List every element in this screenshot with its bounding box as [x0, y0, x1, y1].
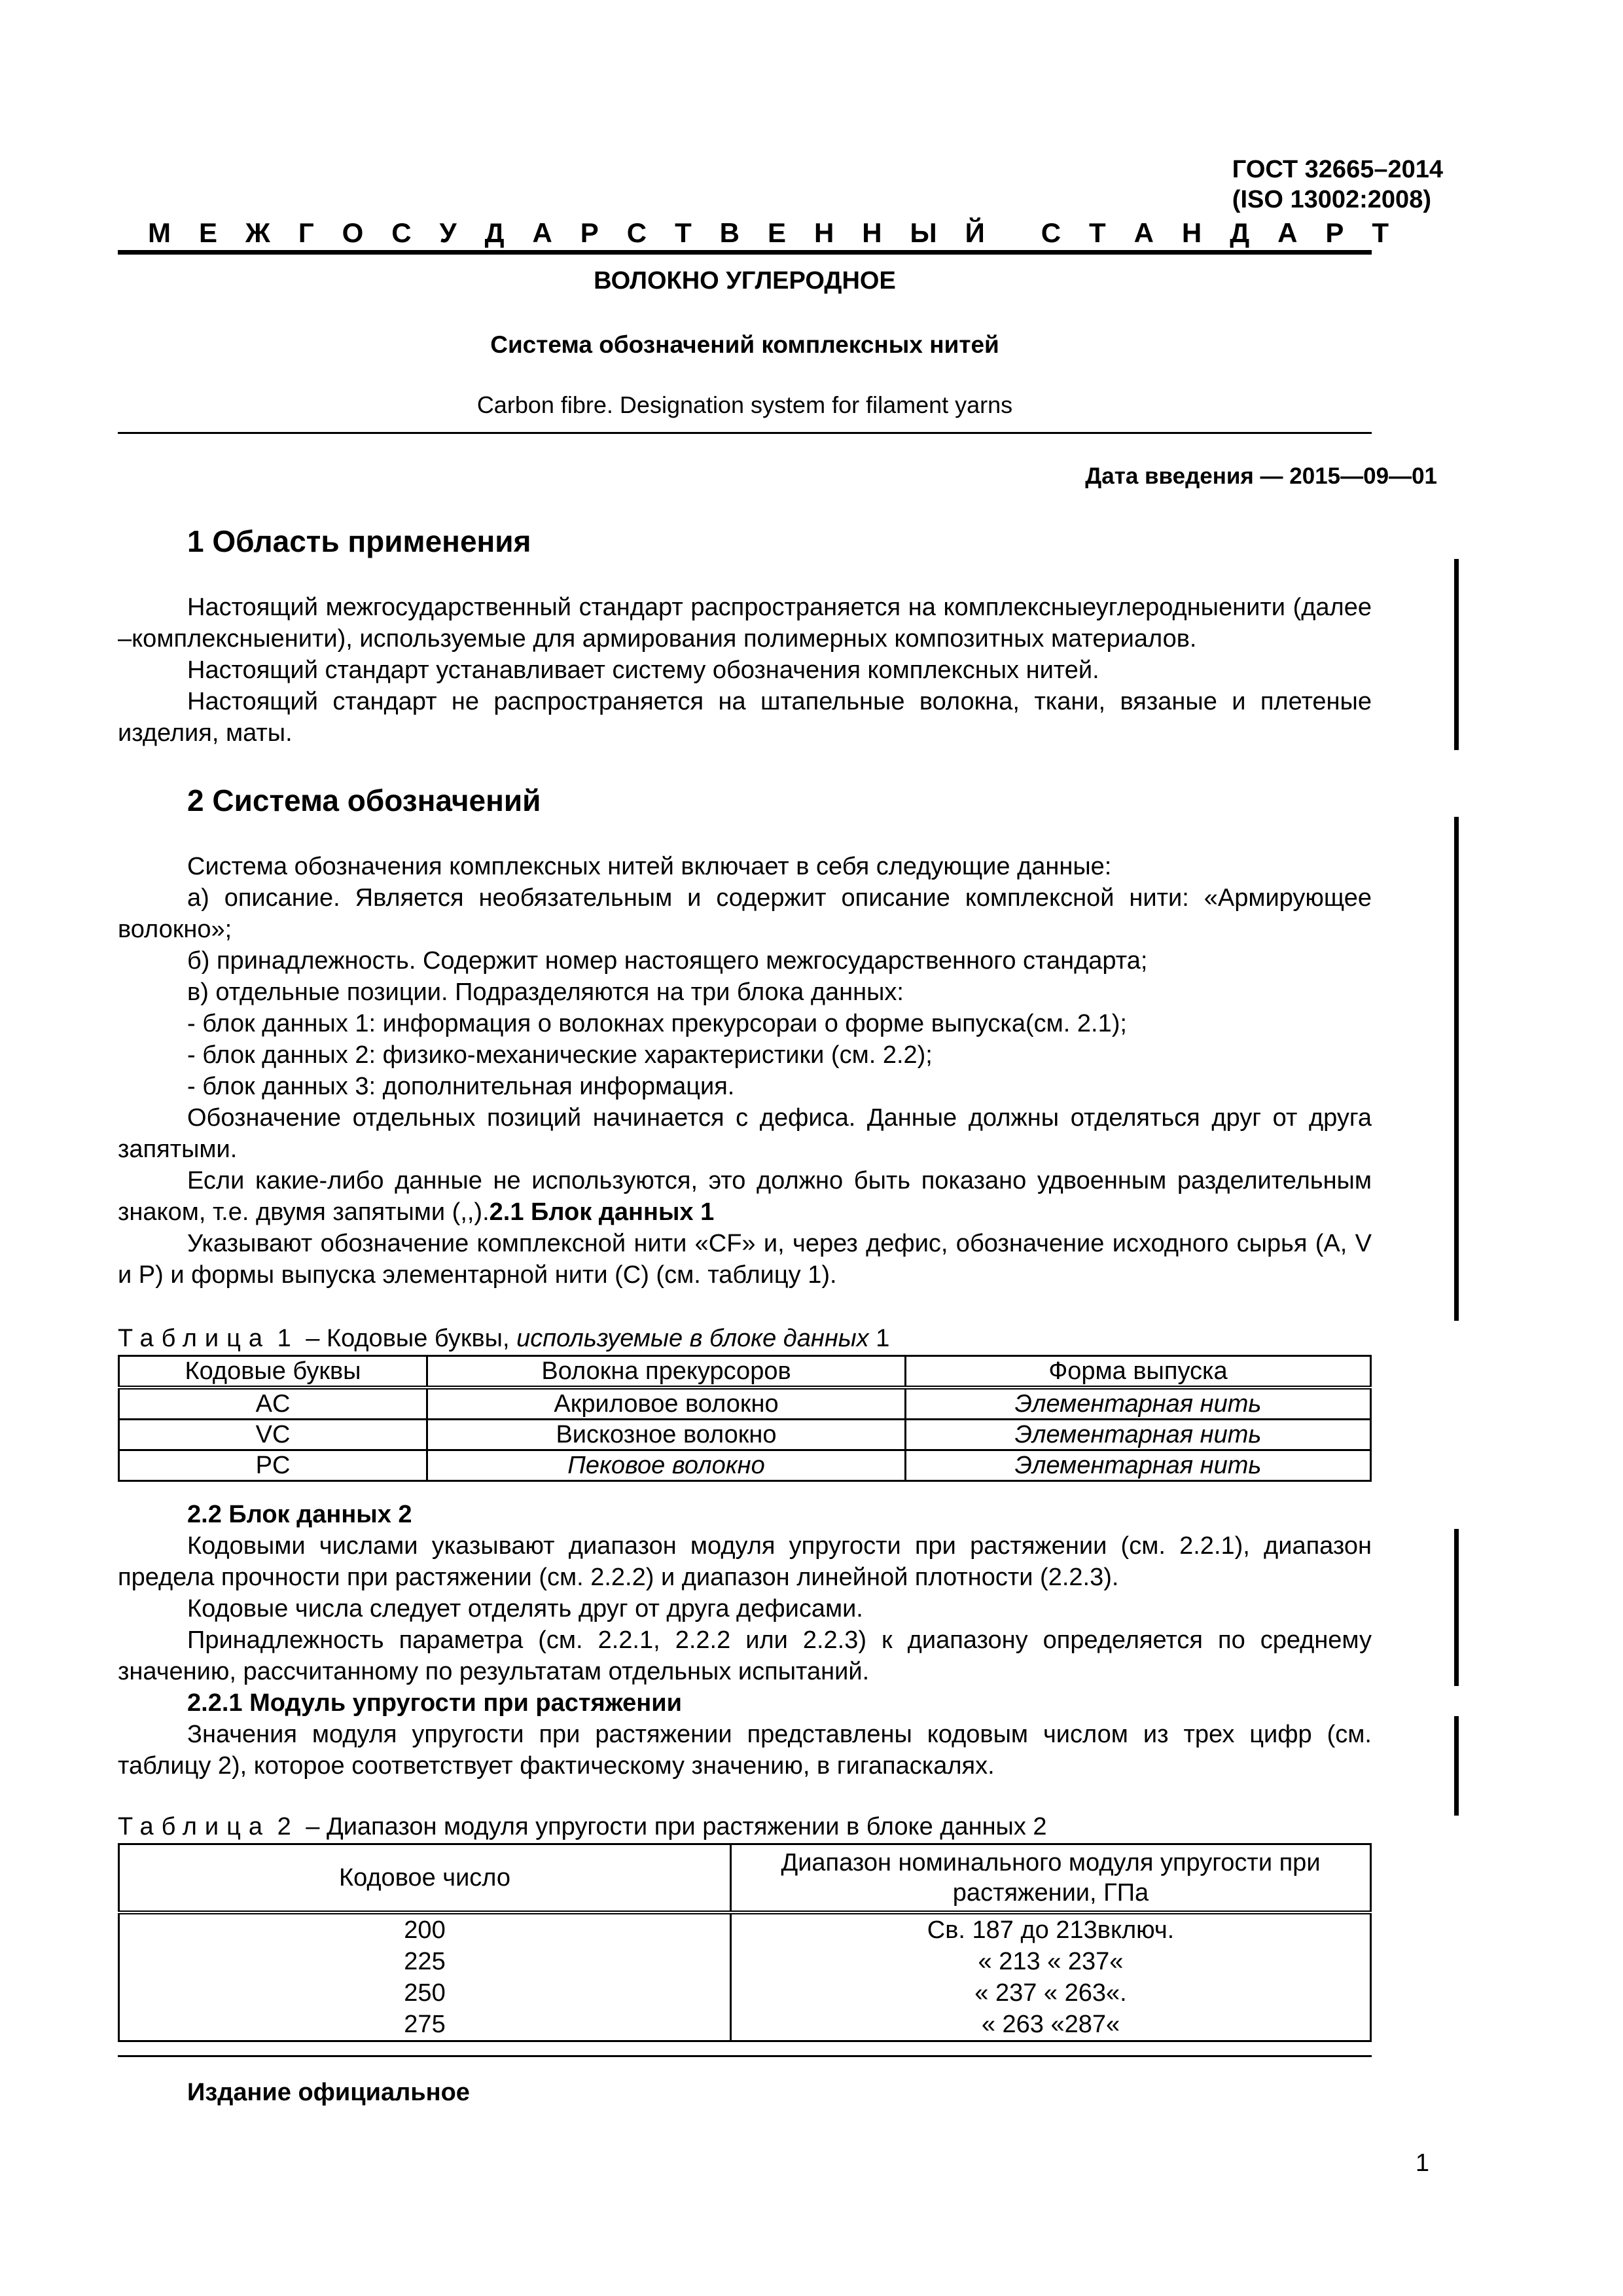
header-letter: А: [1133, 217, 1154, 248]
block1-heading: 2.1 Блок данных 1: [489, 1198, 715, 1226]
table-row: [119, 1912, 1371, 1946]
table-header-row: [119, 1356, 1371, 1388]
section2-paragraph: Обозначение отдельных позиций начинается с дефиса. Данные должны отделяться друг от друга запятыми.: [118, 1104, 1372, 1163]
footer-rule: [118, 2055, 1372, 2057]
table-row: [119, 1420, 1371, 1450]
document-title-english: Carbon fibre. Designation system for filament yarns: [476, 391, 1013, 418]
official-edition: Издание официальное: [187, 2079, 470, 2106]
table-cell: 200: [119, 1912, 731, 1946]
table-cell: 225: [119, 1946, 731, 1977]
table-header-cell: Форма выпуска: [906, 1356, 1371, 1388]
table-cell: « 237 « 263«.: [731, 1977, 1371, 2009]
section2-paragraph: [118, 1165, 1372, 1228]
section22-paragraph: Кодовые числа следует отделять друг от друга дефисами.: [187, 1595, 863, 1623]
section22-paragraph: Кодовыми числами указывают диапазон модуля упругости при растяжении (см. 2.2.1), диапазон предела прочности при растяжении (см. 2.2.2) и диапазон линейной плотности (2.2.3).: [118, 1532, 1372, 1591]
table-caption-number: 2: [277, 1813, 299, 1840]
table1-caption: [118, 1325, 889, 1353]
page-number: 1: [1415, 2149, 1429, 2177]
table-cell: Элементарная нить: [906, 1450, 1371, 1481]
table-row: [119, 1977, 1371, 2009]
table-row: [119, 1450, 1371, 1481]
table-caption-label: Таблица: [118, 1325, 270, 1352]
header-letter: Т: [1089, 217, 1106, 248]
section22-paragraph: Значения модуля упругости при растяжении представлены кодовым числом из трех цифр (см. таблицу 2), которое соответствует фактическому значению, в гигапаскалях.: [118, 1721, 1372, 1780]
section2-paragraph: Система обозначения комплексных нитей включает в себя следующие данные:: [187, 853, 1112, 880]
header-letter: Г: [298, 217, 314, 248]
header-letter: О: [342, 217, 364, 248]
header-letter: Р: [1325, 217, 1344, 248]
change-bar: [1454, 817, 1459, 1321]
table-cell: Вискозное волокно: [427, 1420, 906, 1450]
table-header-cell: Кодовые буквы: [119, 1356, 427, 1388]
section2-paragraph: Указывают обозначение комплексной нити «CF» и, через дефис, обозначение исходного сырья (A, V и P) и формы выпуска элементарной нити (C) (см. таблицу 1).: [118, 1230, 1372, 1289]
header-rule: [118, 250, 1372, 255]
header-letter: У: [439, 217, 457, 248]
table-cell: AC: [119, 1388, 427, 1420]
header-letter: Н: [813, 217, 834, 248]
change-bar: [1454, 559, 1459, 750]
iso-number: (ISO 13002:2008): [1232, 186, 1431, 213]
table-caption-label: Таблица: [118, 1813, 270, 1840]
table-cell: 250: [119, 1977, 731, 2009]
table-cell: « 263 «287«: [731, 2009, 1371, 2041]
section1-paragraph: Настоящий стандарт устанавливает систему обозначения комплексных нитей.: [187, 656, 1099, 684]
header-letter: Д: [484, 217, 505, 248]
header-letter: М: [148, 217, 171, 248]
header-letter: Т: [675, 217, 692, 248]
table-cell: VC: [119, 1420, 427, 1450]
header-letter: В: [719, 217, 740, 248]
table-row: [119, 1946, 1371, 1977]
document-code: [1232, 154, 1443, 215]
section2-paragraph-text: Если какие-либо данные не используются, это должно быть показано удвоенным разделительным знаком, т.е. двумя запятыми (,,).: [118, 1167, 1372, 1226]
table-header-cell: Кодовое число: [119, 1844, 731, 1913]
table-cell: Пековое волокно: [427, 1450, 906, 1481]
section1-body: [118, 592, 1372, 749]
section2-body: [118, 851, 1372, 1291]
table-caption-italic: используемые в блоке данных: [516, 1325, 869, 1352]
section1-paragraph: Настоящий межгосударственный стандарт распространяется на комплексныеуглеродныенити (далее –комплексныенити), используемые для армирования полимерных композитных материалов.: [118, 594, 1372, 653]
header-letter: Е: [198, 217, 217, 248]
table-cell: Элементарная нить: [906, 1388, 1371, 1420]
table-caption-text: 1: [868, 1325, 890, 1352]
table-header-cell: Диапазон номинального модуля упругости при растяжении, ГПа: [731, 1844, 1371, 1913]
header-letter: Ж: [245, 217, 270, 248]
header-letter: Н: [862, 217, 882, 248]
table-caption-text: – Кодовые буквы,: [298, 1325, 517, 1352]
header-letter: А: [1277, 217, 1298, 248]
table-row: [119, 1388, 1371, 1420]
document-subtitle: Система обозначений комплексных нитей: [490, 331, 999, 358]
header-letter: Р: [580, 217, 599, 248]
section2-paragraph: а) описание. Является необязательным и содержит описание комплексной нити: «Армирующее волокно»;: [118, 884, 1372, 943]
header-letter: Т: [1372, 217, 1389, 248]
section1-heading: 1 Область применения: [187, 524, 531, 558]
table-caption-text: – Диапазон модуля упругости при растяжении в блоке данных 2: [298, 1813, 1047, 1840]
header-letter: С: [391, 217, 412, 248]
title-rule: [118, 432, 1372, 434]
table-cell: Акриловое волокно: [427, 1388, 906, 1420]
table2-caption: [118, 1813, 1047, 1841]
section2-heading: 2 Система обозначений: [187, 783, 541, 817]
change-bar: [1454, 1716, 1459, 1816]
document-title: ВОЛОКНО УГЛЕРОДНОЕ: [594, 267, 896, 295]
change-bar: [1454, 1529, 1459, 1686]
section2-list-item: - блок данных 1: информация о волокнах прекурсораи о форме выпуска(см. 2.1);: [187, 1010, 1127, 1037]
block2-heading: 2.2 Блок данных 2: [187, 1501, 412, 1528]
table-header-cell: Волокна прекурсоров: [427, 1356, 906, 1388]
section22-body: [118, 1499, 1372, 1782]
header-letter: С: [1041, 217, 1061, 248]
table-header-row: [119, 1844, 1371, 1913]
gost-number: ГОСТ 32665–2014: [1232, 156, 1443, 183]
table-cell: Св. 187 до 213включ.: [731, 1912, 1371, 1946]
section2-paragraph: б) принадлежность. Содержит номер настоящего межгосударственного стандарта;: [187, 947, 1148, 975]
table2: [118, 1843, 1372, 2042]
section2-list-item: - блок данных 2: физико-механические характеристики (см. 2.2);: [187, 1041, 933, 1069]
header-letter: Д: [1230, 217, 1250, 248]
section1-paragraph: Настоящий стандарт не распространяется на штапельные волокна, ткани, вязаные и плетеные изделия, маты.: [118, 688, 1372, 747]
header-letter: Н: [1181, 217, 1202, 248]
interstate-standard-header: [148, 217, 1389, 249]
table-caption-number: 1: [277, 1325, 299, 1352]
table1: [118, 1355, 1372, 1482]
section2-list-item: - блок данных 3: дополнительная информация.: [187, 1073, 735, 1100]
effective-date: Дата введения — 2015—09—01: [1085, 463, 1437, 489]
modulus-heading: 2.2.1 Модуль упругости при растяжении: [187, 1689, 682, 1717]
header-letter: Й: [965, 217, 985, 248]
table-cell: 275: [119, 2009, 731, 2041]
table-cell: PC: [119, 1450, 427, 1481]
table-cell: Элементарная нить: [906, 1420, 1371, 1450]
header-letter: Е: [767, 217, 786, 248]
table-cell: « 213 « 237«: [731, 1946, 1371, 1977]
header-letter: Ы: [910, 217, 937, 248]
table-row: [119, 2009, 1371, 2041]
section2-paragraph: в) отдельные позиции. Подразделяются на три блока данных:: [187, 978, 904, 1006]
header-letter: А: [532, 217, 552, 248]
header-letter: С: [626, 217, 647, 248]
section22-paragraph: Принадлежность параметра (см. 2.2.1, 2.2.2 или 2.2.3) к диапазону определяется по среднему значению, рассчитанному по результатам отдельных испытаний.: [118, 1626, 1372, 1685]
